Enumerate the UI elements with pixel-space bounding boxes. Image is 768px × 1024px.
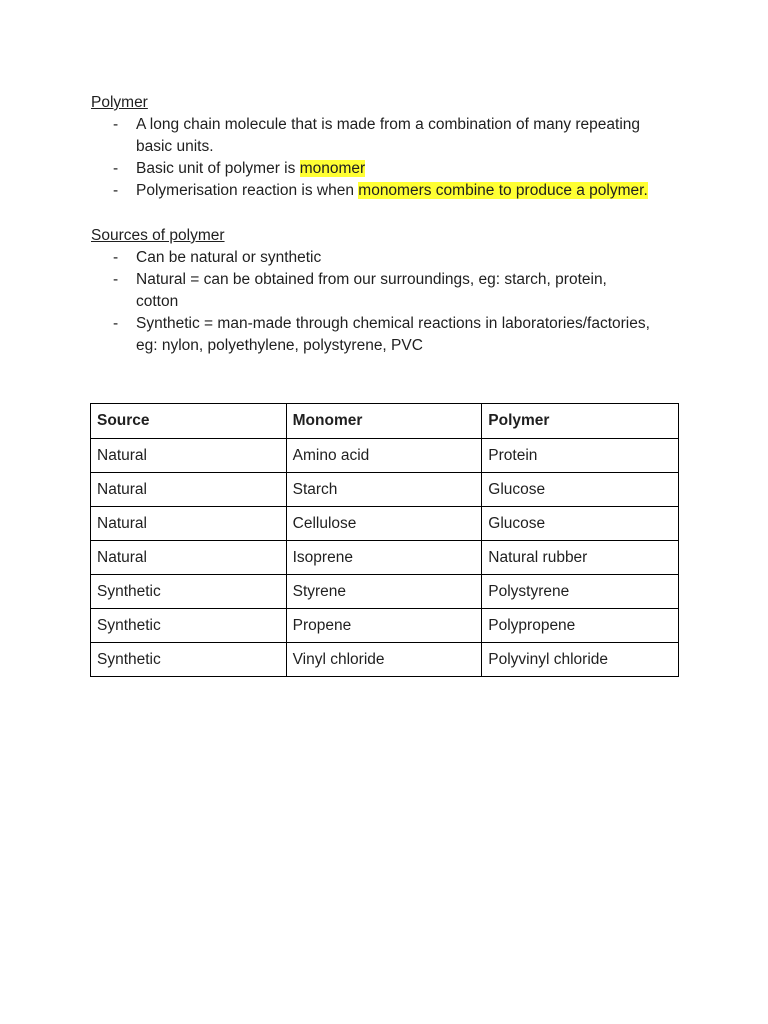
dash-bullet: - [113, 160, 119, 177]
dash-bullet: - [113, 315, 119, 332]
column-header-monomer: Monomer [286, 404, 482, 439]
list-item-text-continued: basic units. [136, 138, 214, 155]
table-cell-source: Natural [91, 507, 287, 541]
sources-list [91, 247, 691, 357]
dash-bullet: - [113, 182, 119, 199]
table-row [91, 473, 679, 507]
table-cell-source: Natural [91, 541, 287, 575]
polymer-table [90, 403, 679, 677]
list-item [91, 247, 691, 269]
table-header-row [91, 404, 679, 439]
sources-heading: Sources of polymer [91, 227, 225, 244]
table-cell-monomer: Isoprene [286, 541, 482, 575]
list-item [91, 158, 691, 180]
table-cell-polymer: Natural rubber [482, 541, 679, 575]
table-row [91, 609, 679, 643]
polymer-section [91, 92, 691, 202]
table-cell-monomer: Cellulose [286, 507, 482, 541]
table-row [91, 507, 679, 541]
table-row [91, 439, 679, 473]
dash-bullet: - [113, 116, 119, 133]
list-item [91, 313, 691, 357]
list-item [91, 114, 691, 158]
table-cell-source: Synthetic [91, 609, 287, 643]
table-cell-polymer: Glucose [482, 507, 679, 541]
highlighted-text: monomers combine to produce a polymer. [358, 182, 648, 199]
table-cell-source: Synthetic [91, 575, 287, 609]
highlighted-text: monomer [299, 160, 366, 177]
table-cell-source: Synthetic [91, 643, 287, 677]
table-cell-polymer: Protein [482, 439, 679, 473]
list-item-text-continued: eg: nylon, polyethylene, polystyrene, PVC [136, 337, 423, 354]
polymer-list [91, 114, 691, 202]
table-cell-monomer: Vinyl chloride [286, 643, 482, 677]
column-header-source: Source [91, 404, 287, 439]
table-row [91, 541, 679, 575]
table-cell-polymer: Polystyrene [482, 575, 679, 609]
list-item-text: Basic unit of polymer is [136, 160, 300, 177]
table-cell-monomer: Amino acid [286, 439, 482, 473]
sources-section [91, 225, 691, 357]
dash-bullet: - [113, 271, 119, 288]
list-item [91, 269, 691, 313]
list-item-text: A long chain molecule that is made from a combination of many repeating [136, 116, 641, 133]
dash-bullet: - [113, 249, 119, 266]
table-cell-source: Natural [91, 439, 287, 473]
table-cell-polymer: Polypropene [482, 609, 679, 643]
table-cell-monomer: Propene [286, 609, 482, 643]
column-header-polymer: Polymer [482, 404, 679, 439]
list-item-text: Polymerisation reaction is when [136, 182, 359, 199]
list-item [91, 180, 691, 202]
table-row [91, 575, 679, 609]
table-row [91, 643, 679, 677]
table-cell-polymer: Glucose [482, 473, 679, 507]
list-item-text: Can be natural or synthetic [136, 249, 322, 266]
polymer-heading: Polymer [91, 94, 148, 111]
table-cell-monomer: Styrene [286, 575, 482, 609]
table-cell-source: Natural [91, 473, 287, 507]
table-cell-monomer: Starch [286, 473, 482, 507]
list-item-text-continued: cotton [136, 293, 179, 310]
list-item-text: Synthetic = man-made through chemical reactions in laboratories/factories, [136, 315, 650, 332]
table-cell-polymer: Polyvinyl chloride [482, 643, 679, 677]
list-item-text: Natural = can be obtained from our surroundings, eg: starch, protein, [136, 271, 607, 288]
